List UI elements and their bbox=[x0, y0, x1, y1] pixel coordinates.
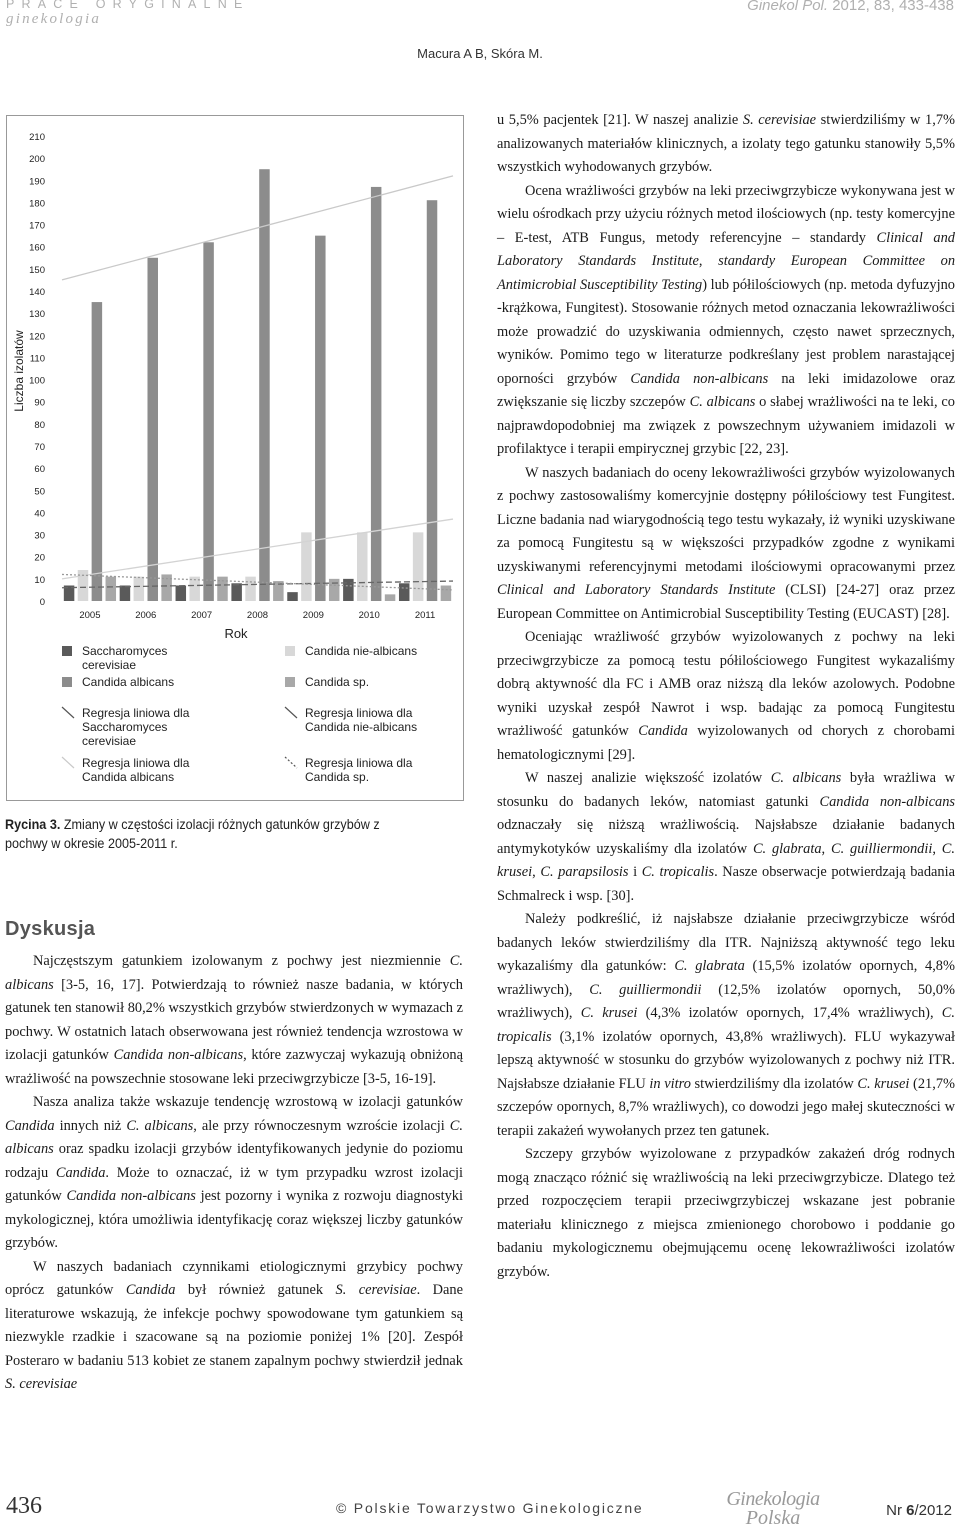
legend-label: Saccharomyces bbox=[82, 720, 168, 734]
left-column-text bbox=[5, 950, 463, 1397]
figure-caption bbox=[5, 815, 419, 853]
bar bbox=[245, 577, 256, 601]
regression-line bbox=[62, 581, 453, 588]
bar-chart bbox=[7, 116, 465, 802]
paragraph: u 5,5% pacjentek [21]. W naszej analizie S. cerevisiae stwierdziliśmy w 1,7% analizowanych materiałów klinicznych, a izolaty tego gatunku stanowiły 5,5% wszystkich wyhodowanych grzybów. bbox=[497, 112, 955, 175]
y-tick-label: 150 bbox=[29, 264, 45, 276]
paragraph: W naszych badaniach czynnikami etiologicznymi grzybicy pochwy oprócz gatunków Candida był również gatunek S. cerevisiae. Dane literaturowe wskazują, że infekcje pochwy spowodowane tym gatunkiem są niezwykle rzadkie i szacowane są na poziomie poniżej 1% [20]. Zespół Posteraro w badaniu 513 kobiet ze stanem zapalnym pochwy stwierdził jednak S. cerevisiae bbox=[5, 1258, 463, 1392]
y-tick-label: 0 bbox=[39, 597, 45, 608]
paragraph: Nasza analiza także wskazuje tendencję wzrostową w izolacji gatunków Candida innych niż C. albicans, ale przy równoczesnym wzroście izolacji C. albicans oraz spadku izolacji grzybów identyfikowanych jedynie do poziomu rodzaju Candida. Może to oznaczać, iż w tym przypadku wzrost izolacji gatunków Candida non-albicans jest pozorny i wynika z rozwoju diagnostyki mykologicznej, która umożliwia identyfikację coraz większej liczby gatunków grzybów. bbox=[5, 1094, 464, 1251]
bar bbox=[399, 583, 410, 601]
bar bbox=[176, 586, 187, 602]
legend-label: Regresja liniowa dla bbox=[82, 706, 190, 720]
bar bbox=[413, 532, 424, 601]
section-title: Dyskusja bbox=[5, 918, 96, 940]
legend-swatch bbox=[62, 646, 72, 656]
y-tick-label: 10 bbox=[34, 574, 45, 586]
citation-journal: Ginekol Pol. bbox=[747, 0, 829, 14]
caption-text: Zmiany w częstości izolacji różnych gatunków grzybów z pochwy w okresie 2005-2011 r. bbox=[5, 816, 380, 851]
legend-swatch bbox=[285, 757, 297, 768]
bar bbox=[92, 302, 103, 601]
y-tick-label: 80 bbox=[34, 419, 45, 431]
legend-label: cerevisiae bbox=[82, 734, 137, 748]
bar bbox=[134, 577, 145, 601]
bar bbox=[147, 258, 158, 601]
legend-label: Candida sp. bbox=[305, 770, 370, 784]
right-column-text bbox=[497, 109, 955, 1284]
bar bbox=[315, 236, 326, 601]
legend-label: Candida nie-albicans bbox=[305, 720, 418, 734]
legend-swatch bbox=[285, 707, 297, 718]
y-tick-label: 90 bbox=[34, 397, 45, 409]
bar bbox=[120, 586, 131, 602]
logo-line-2: Polska bbox=[745, 1507, 801, 1529]
bar bbox=[357, 532, 368, 601]
bar bbox=[441, 586, 452, 602]
y-tick-label: 160 bbox=[29, 242, 45, 254]
x-tick-label: 2006 bbox=[135, 610, 157, 621]
journal-logo bbox=[712, 1488, 834, 1529]
paragraph: Oceniając wrażliwość grzybów wyizolowanych z pochwy na leki przeciwgrzybicze za pomocą testu półilościowego Fungitest wykazaliśmy dobrą aktywność dla FC i AMB oraz niższą dla leków azolowych. Podobne wyniki uzyskał zespół Nawrot i wsp. badając za pomocą Fungitestu wrażliwość gatunków Candida wyizolowanych od chorych z chorobami hematologicznymi [29]. bbox=[497, 629, 955, 763]
legend-swatch bbox=[62, 757, 74, 768]
x-tick-label: 2008 bbox=[246, 610, 269, 621]
paragraph: W naszych badaniach do oceny lekowrażliwości grzybów wyizolowanych z pochwy zastosowaliśmy komercyjnie dostępny półilościowy test Fungitest. Liczne badania nad wiarygodnością tego testu wykazały, iż wyniki uzyskiwane za pomocą Fungitestu są w większości przypadków zgodne z wynikami uzyskiwanymi referencyjnymi metodami ilościowymi opracowanymi przez Clinical and Laboratory Standards Institute (CLSI) [24-27] oraz przez European Committee on Antimicrobial Susceptibility Testing (EUCAST) [28]. bbox=[497, 464, 955, 622]
legend-label: Regresja liniowa dla bbox=[305, 756, 413, 770]
issue-year: /2012 bbox=[914, 1502, 952, 1519]
y-tick-label: 40 bbox=[34, 508, 45, 520]
paragraph: W naszej analizie większość izolatów C. albicans była wrażliwa w stosunku do badanych leków, natomiast gatunki Candida non-albicans odznaczały się niższą wrażliwością. Najsłabsze działanie badanych antymykotyków uzyskaliśmy dla izolatów C. glabrata, C. guilliermondii, C. krusei, C. parapsilosis i C. tropicalis. Nasze obserwacje potwierdzają badania Schmalreck i wsp. [30]. bbox=[497, 770, 955, 904]
y-tick-label: 190 bbox=[29, 176, 45, 188]
legend-swatch bbox=[62, 677, 72, 687]
logo-line-1: Ginekologia bbox=[726, 1488, 820, 1510]
x-tick-label: 2007 bbox=[191, 610, 213, 621]
legend-label: Candida nie-albicans bbox=[305, 644, 418, 658]
paragraph: Należy podkreślić, iż najsłabsze działanie przeciwgrzybicze wśród badanych leków stwierdziliśmy dla ITR. Najniższą aktywność tego leku wykazaliśmy dla gatunków: C. glabrata (15,5% izolatów opornych, 4,8% wrażliwych), C. guilliermondii (12,5% izolatów opornych, 50,0% wrażliwych), C. krusei (4,3% izolatów opornych, 17,4% wrażliwych), C. tropicalis (3,1% izolatów opornych, 43,8% wrażliwych). FLU wykazywał lepszą aktywność w stosunku do grzybów wyizolowanych z pochwy niż ITR. Najsłabsze działanie FLU in vitro stwierdziliśmy dla izolatów C. krusei (21,7% szczepów opornych, 8,7% wrażliwych), co dowodzi jego małej skuteczności w terapii zakażeń wywołanych przez ten gatunek. bbox=[497, 911, 956, 1139]
bar bbox=[259, 169, 270, 601]
legend-label: Regresja liniowa dla bbox=[305, 706, 413, 720]
x-axis-label: Rok bbox=[224, 626, 248, 641]
regression-line bbox=[62, 176, 453, 280]
bar bbox=[371, 187, 382, 601]
x-tick-label: 2009 bbox=[302, 610, 324, 621]
bar bbox=[427, 200, 438, 601]
legend-swatch bbox=[62, 707, 74, 718]
regression-line bbox=[62, 519, 453, 579]
bar bbox=[106, 577, 117, 601]
legend-swatch bbox=[285, 646, 295, 656]
paragraph: Szczepy grzybów wyizolowane z przypadków zakażeń dróg rodnych mogą znacząco różnić się wrażliwością na leki przeciwgrzybicze. Dlatego też przed rozpoczęciem terapii przeciwgrzybiczej wskazane jest pobranie materiału klinicznego z miejsca zmienionego chorobowo i poddanie go badaniu mykologicznemu obejmującemu ocenę lekowrażliwości izolatów grzybów. bbox=[497, 1146, 955, 1280]
y-tick-label: 120 bbox=[29, 331, 45, 343]
bar bbox=[231, 583, 242, 601]
paragraph: Ocena wrażliwości grzybów na leki przeciwgrzybicze wykonywana jest w wielu ośrodkach przy użyciu różnych metod ilościowych (np. testy komercyjne – E-test, ATB Fungus, metody referencyjne – standardy Clinical and Laboratory Standards Institute, standardy European Committee on Antimicrobial Susceptibility Testing) lub półilościowych (np. metoda dyfuzyjno -krążkowa, Fungitest). Stosowanie różnych metod oznaczania lekowrażliwości może prowadzić do uzyskiwania odmiennych, często nawet sprzecznych, wyników. Pomimo tego w literaturze podkreślany jest problem narastającej oporności grzybów Candida non-albicans na leki imidazolowe oraz zwiększanie się liczby szczepów C. albicans o słabej wrażliwości na te leki, co najprawdopodobniej ma związek z powszechnym używaniem imidazoli w profilaktyce i terapii empirycznej grzybic [22, 23]. bbox=[497, 182, 956, 457]
society-name: © Polskie Towarzystwo Ginekologiczne bbox=[336, 1500, 644, 1516]
x-tick-label: 2005 bbox=[79, 610, 101, 621]
bar bbox=[287, 592, 298, 601]
y-tick-label: 180 bbox=[29, 198, 45, 210]
bar bbox=[329, 579, 340, 601]
authors: Macura A B, Skóra M. bbox=[417, 46, 543, 61]
y-tick-label: 60 bbox=[34, 464, 45, 476]
legend-label: Saccharomyces bbox=[82, 644, 168, 658]
legend-label: Candida sp. bbox=[305, 675, 370, 689]
y-axis-label: Liczba izolatów bbox=[12, 330, 26, 412]
legend-label: Candida albicans bbox=[82, 675, 175, 689]
issue-num: 6 bbox=[906, 1502, 915, 1519]
issue-prefix: Nr bbox=[886, 1502, 907, 1519]
y-tick-label: 50 bbox=[34, 486, 45, 498]
issue-number bbox=[886, 1502, 952, 1519]
legend-label: cerevisiae bbox=[82, 658, 137, 672]
bar bbox=[385, 594, 396, 601]
caption-label: Rycina 3. bbox=[5, 816, 61, 832]
page-number: 436 bbox=[6, 1493, 42, 1519]
section-label: PRACE ORYGINALNE bbox=[6, 0, 250, 11]
paragraph: Najczęstszym gatunkiem izolowanym z pochwy jest niezmiennie C. albicans [3-5, 16, 17]. Potwierdzają to również nasze badania, w których gatunek ten stanowił 80,2% wszystkich grzybów stwierdzonych w wymazach z pochwy. W ostatnich latach obserwowana jest również tendencja wzrostowa w izolacji gatunków Candida non-albicans, które zazwyczaj wykazują obniżoną wrażliwość na powszechnie stosowane leki przeciwgrzybicze [3-5, 16-19]. bbox=[5, 953, 463, 1087]
y-tick-label: 70 bbox=[34, 442, 45, 453]
x-tick-label: 2010 bbox=[358, 610, 380, 621]
y-tick-label: 210 bbox=[29, 132, 45, 143]
y-tick-label: 170 bbox=[29, 220, 45, 232]
y-tick-label: 20 bbox=[34, 552, 45, 564]
legend-label: Regresja liniowa dla bbox=[82, 756, 190, 770]
citation bbox=[747, 0, 954, 14]
x-tick-label: 2011 bbox=[414, 610, 436, 621]
y-tick-label: 200 bbox=[29, 154, 45, 166]
citation-details: 2012, 83, 433-438 bbox=[832, 0, 954, 14]
y-tick-label: 110 bbox=[29, 353, 45, 365]
y-tick-label: 30 bbox=[34, 530, 45, 542]
bar bbox=[203, 242, 214, 601]
legend-swatch bbox=[285, 677, 295, 687]
y-tick-label: 130 bbox=[29, 309, 45, 321]
journal-label: ginekologia bbox=[6, 11, 102, 27]
y-tick-label: 100 bbox=[29, 375, 45, 387]
legend-label: Candida albicans bbox=[82, 770, 175, 784]
y-tick-label: 140 bbox=[29, 287, 45, 298]
figure-3 bbox=[6, 115, 464, 801]
